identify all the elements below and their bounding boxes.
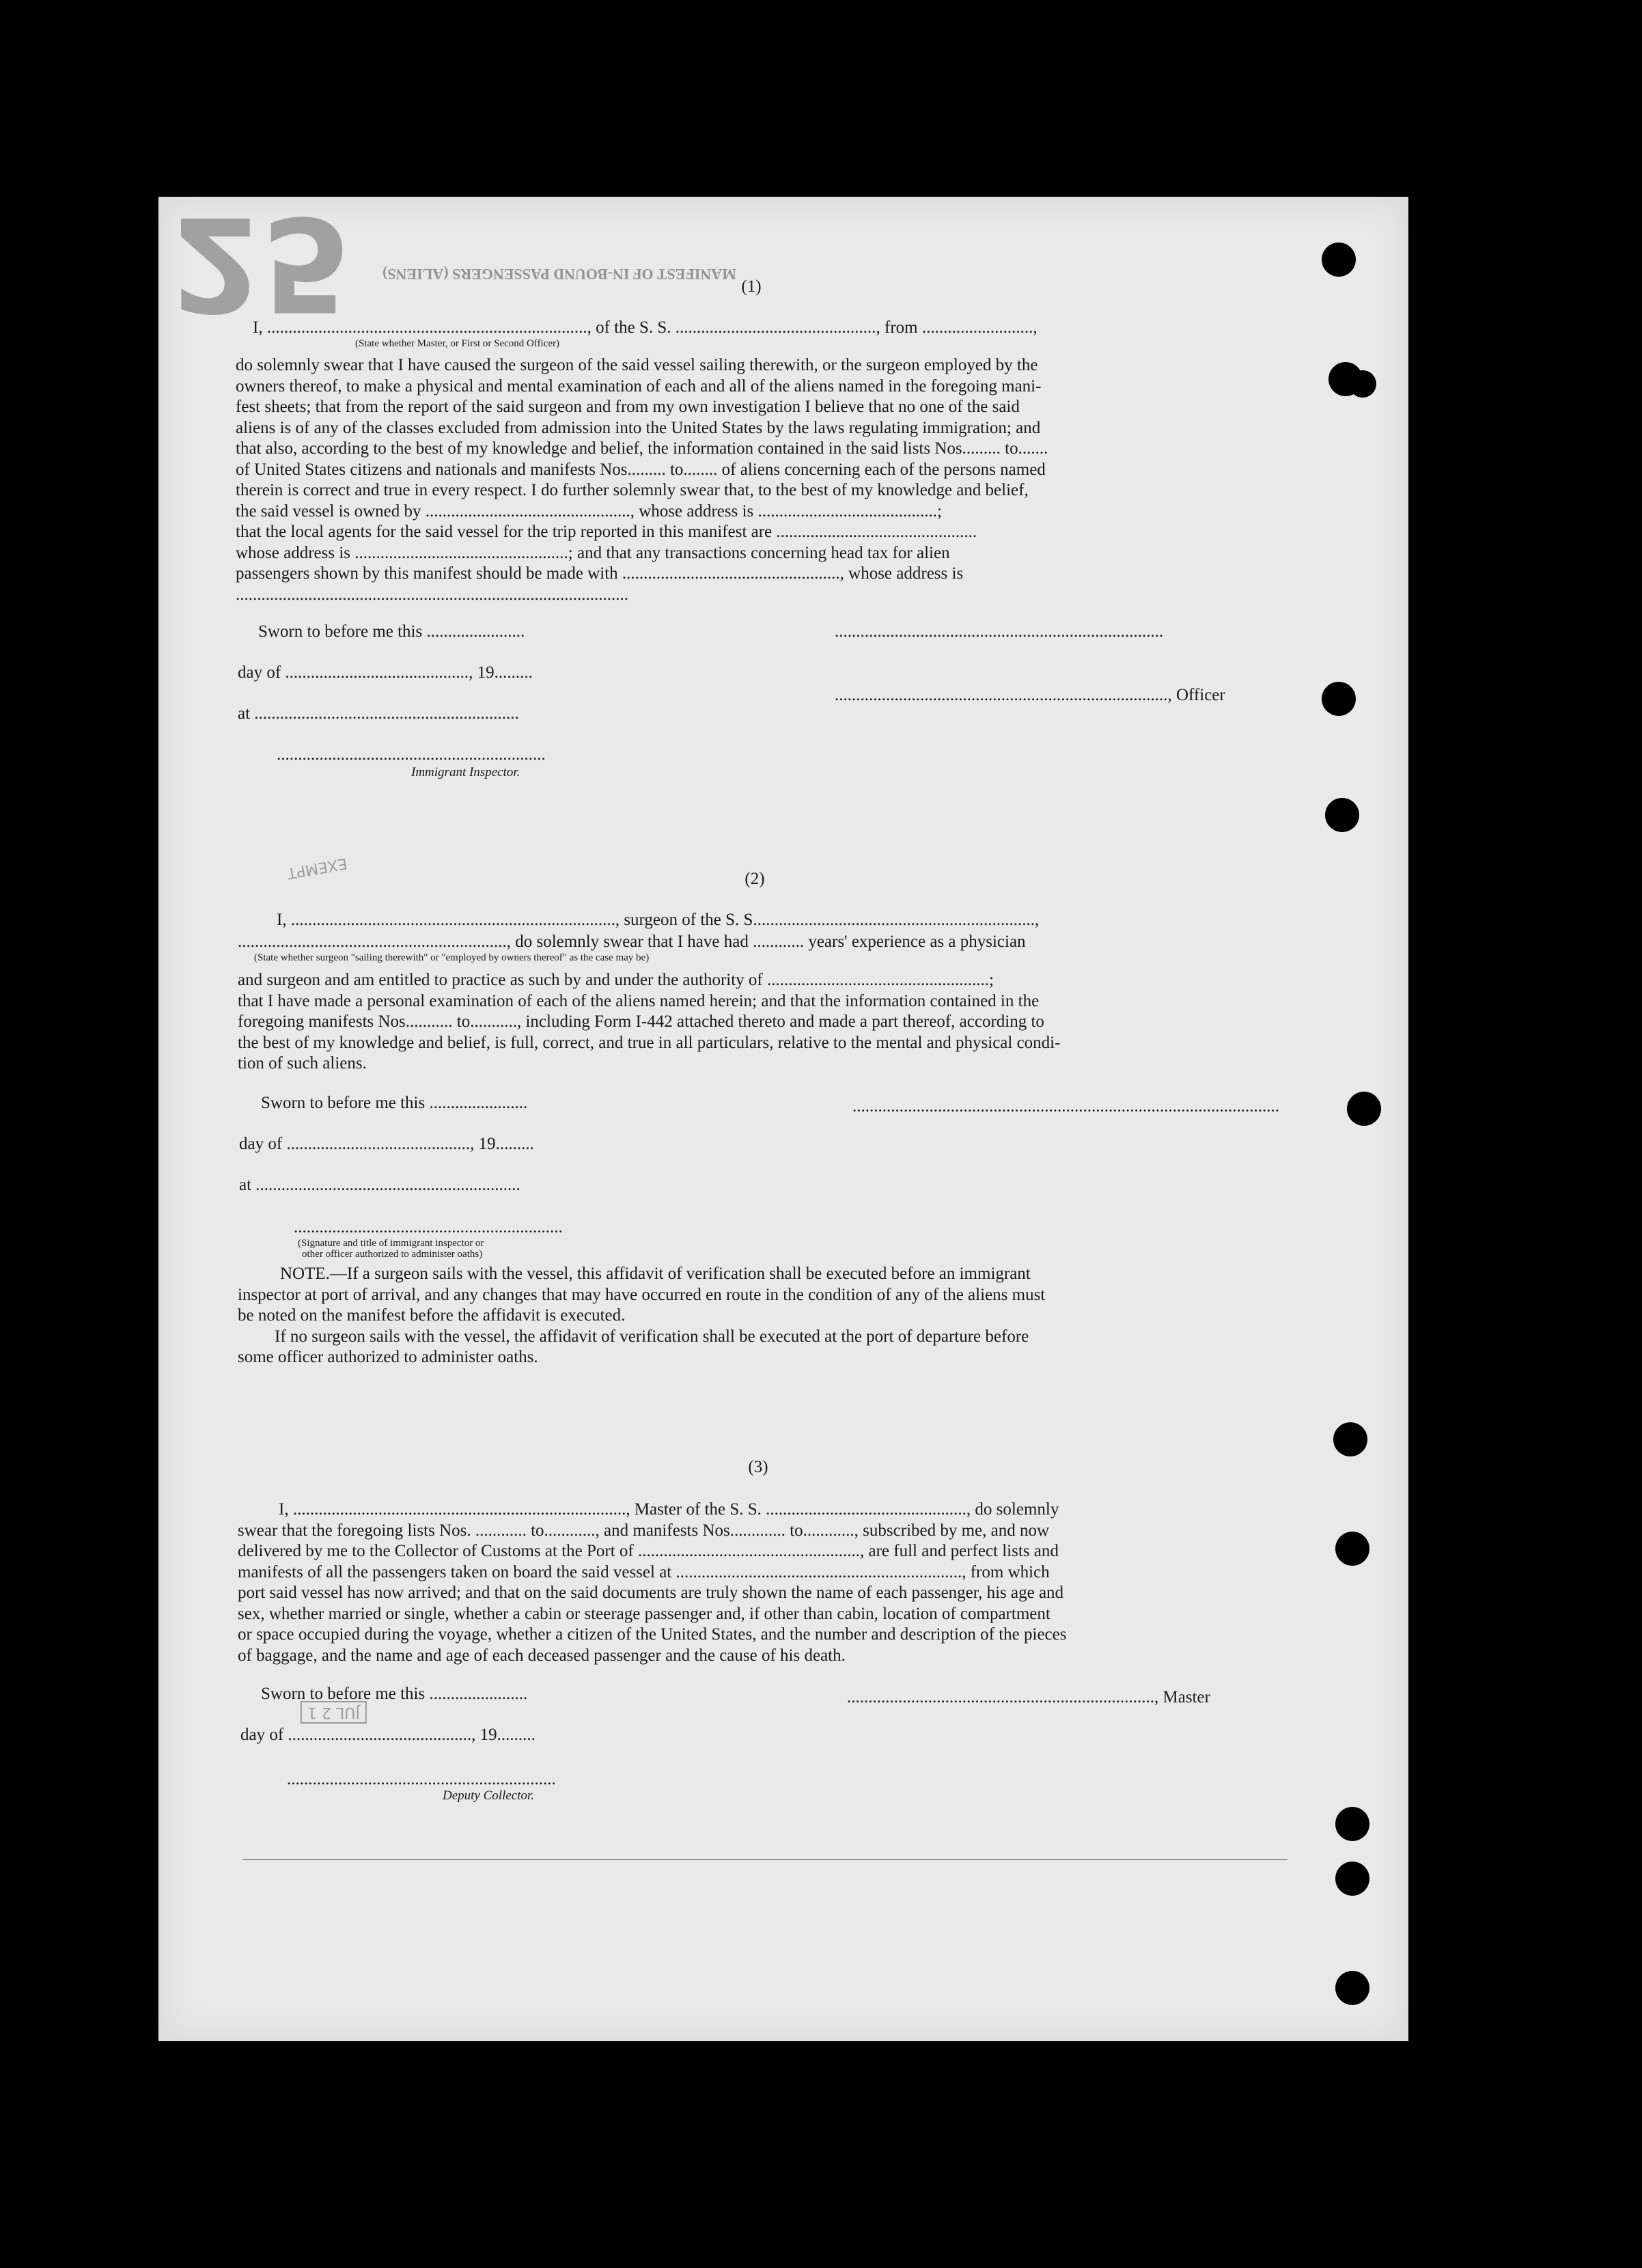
text-line: be noted on the manifest before the affidavit is executed. — [238, 1306, 626, 1325]
section-1-oath-line: I, ..........................................................................., of the S. S. ..............................................., from .........................., — [253, 318, 1038, 337]
text-line: aliens is of any of the classes excluded from admission into the United States by the laws regulating immigration; and — [236, 418, 1041, 437]
text-line: that also, according to the best of my knowledge and belief, the information contained in the said lists Nos......... to....... — [236, 439, 1048, 458]
binder-hole — [1322, 682, 1356, 716]
officer-rank-caption: (State whether Master, or First or Second Officer) — [355, 338, 560, 349]
text-line: therein is correct and true in every respect. I do further solemnly swear that, to the best of my knowledge and belief, — [236, 481, 1029, 499]
text-line: do solemnly swear that I have caused the surgeon of the said vessel sailing therewith, or the surgeon employed by the — [236, 356, 1038, 374]
text-line: that I have made a personal examination of each of the aliens named herein; and that the information contained in the — [238, 991, 1040, 1010]
immigrant-inspector-label: Immigrant Inspector. — [411, 765, 520, 779]
section-3-day: day of ..........................................., 19......... — [240, 1726, 535, 1744]
section-2-day: day of ..........................................., 19......... — [239, 1135, 534, 1153]
binder-hole — [1347, 1092, 1381, 1126]
text-line: port said vessel has now arrived; and that on the said documents are truly shown the name of each passenger, his age and — [238, 1584, 1064, 1602]
bottom-divider — [242, 1859, 1288, 1860]
text-line: and surgeon and am entitled to practice as such by and under the authority of ....................................................; — [238, 971, 994, 989]
binder-hole — [1335, 1532, 1369, 1566]
section-2-officer-line: .................................................................................................... — [852, 1097, 1279, 1116]
text-line: that the local agents for the said vessel for the trip reported in this manifest are ............................................... — [236, 523, 977, 541]
section-1-at: at .............................................................. — [238, 704, 519, 723]
text-line: swear that the foregoing lists Nos. ............ to............, and manifests Nos............. to............, subscribed by me, and now — [238, 1521, 1050, 1540]
text-line: or space occupied during the voyage, whether a citizen of the United States, and the number and description of the pieces — [238, 1625, 1067, 1644]
text-line: ............................................................................................ — [236, 585, 628, 604]
binder-hole — [1335, 1807, 1369, 1841]
binder-hole — [1322, 243, 1356, 277]
officer-signature-top-line: ............................................................................. — [835, 622, 1164, 641]
text-line: sex, whether married or single, whether a cabin or steerage passenger and, if other than cabin, location of compartment — [238, 1604, 1050, 1623]
section-2-number: (2) — [745, 870, 765, 888]
text-line: foregoing manifests Nos........... to..........., including Form I-442 attached thereto and made a part thereof, according to — [238, 1012, 1044, 1031]
signature-caption-2: other officer authorized to administer oaths) — [302, 1249, 483, 1260]
text-line: the said vessel is owned by ................................................, whose address is ..........................................; — [236, 501, 942, 521]
text-line: owners thereof, to make a physical and mental examination of each and all of the aliens named in the foregoing mani- — [236, 376, 1042, 396]
section-3-collector-line: ............................................................... — [287, 1770, 556, 1788]
text-line: the best of my knowledge and belief, is full, correct, and true in all particulars, relative to the mental and physical condi- — [238, 1033, 1061, 1052]
text-line: If no surgeon sails with the vessel, the affidavit of verification shall be executed at the port of departure before — [275, 1327, 1029, 1346]
text-line: passengers shown by this manifest should be made with ..................................................., whose address is — [236, 564, 964, 583]
text-line: I, .............................................................................., Master of the S. S. ..............................................., do solemnly — [279, 1500, 1059, 1519]
signature-caption-1: (Signature and title of immigrant inspector or — [298, 1238, 484, 1249]
binder-hole — [1325, 798, 1359, 832]
page-number-stamp: 25 — [171, 188, 352, 339]
date-stamp: JUL 2 1 — [301, 1701, 367, 1724]
section-2-signature-line: ............................................................... — [294, 1218, 563, 1236]
text-line: delivered by me to the Collector of Customs at the Port of ...................................................., are full and perfect lists and — [238, 1542, 1059, 1560]
text-line: fest sheets; that from the report of the said surgeon and from my own investigation I believe that no one of the said — [236, 398, 1020, 416]
text-line: of United States citizens and nationals and manifests Nos......... to........ of aliens concerning each of the persons named — [236, 460, 1046, 479]
binder-hole — [1333, 1422, 1367, 1456]
bleed-through-header: MANIFEST OF IN-BOUND PASSENGERS (ALIENS) — [382, 266, 736, 283]
text-line: tion of such aliens. — [238, 1054, 367, 1073]
section-3-number: (3) — [748, 1458, 768, 1476]
officer-signature-line: .............................................................................., Officer — [835, 686, 1225, 704]
text-line: of baggage, and the name and age of each deceased passenger and the cause of his death. — [238, 1646, 846, 1665]
binder-hole — [1335, 1971, 1369, 2005]
section-2-oath-line: I, ............................................................................, surgeon of the S. S.................................................................., — [277, 911, 1040, 929]
deputy-collector-label: Deputy Collector. — [443, 1788, 535, 1803]
section-1-day: day of ..........................................., 19......... — [238, 663, 533, 682]
binder-hole — [1349, 370, 1376, 398]
binder-hole — [1335, 1862, 1369, 1896]
text-line: whose address is ..................................................; and that any transactions concerning head tax for alien — [236, 543, 950, 562]
section-3-master-line: ........................................................................, Master — [847, 1688, 1210, 1706]
section-1-sworn: Sworn to before me this ....................... — [258, 622, 525, 641]
section-1-number: (1) — [741, 277, 762, 296]
exempt-stamp: EXEMPT — [286, 854, 349, 882]
text-line: inspector at port of arrival, and any changes that may have occurred en route in the condition of any of the aliens must — [238, 1285, 1046, 1304]
surgeon-status-caption: (State whether surgeon "sailing therewith" or "employed by owners thereof" as the case may be) — [254, 952, 650, 963]
section-3-sworn: Sworn to before me this ....................... — [261, 1685, 528, 1703]
section-1-inspector-line: ............................................................... — [277, 745, 546, 764]
text-line: some officer authorized to administer oaths. — [238, 1348, 538, 1366]
section-2-experience-line: ..............................................................., do solemnly swear that I have had ............ years' experience as a physician — [238, 932, 1026, 951]
text-line: NOTE.—If a surgeon sails with the vessel, this affidavit of verification shall be executed before an immigrant — [280, 1264, 1031, 1283]
section-2-at: at .............................................................. — [239, 1176, 520, 1194]
text-line: manifests of all the passengers taken on board the said vessel at ..................................................................., from which — [238, 1562, 1050, 1581]
section-2-sworn: Sworn to before me this ....................... — [261, 1094, 528, 1112]
